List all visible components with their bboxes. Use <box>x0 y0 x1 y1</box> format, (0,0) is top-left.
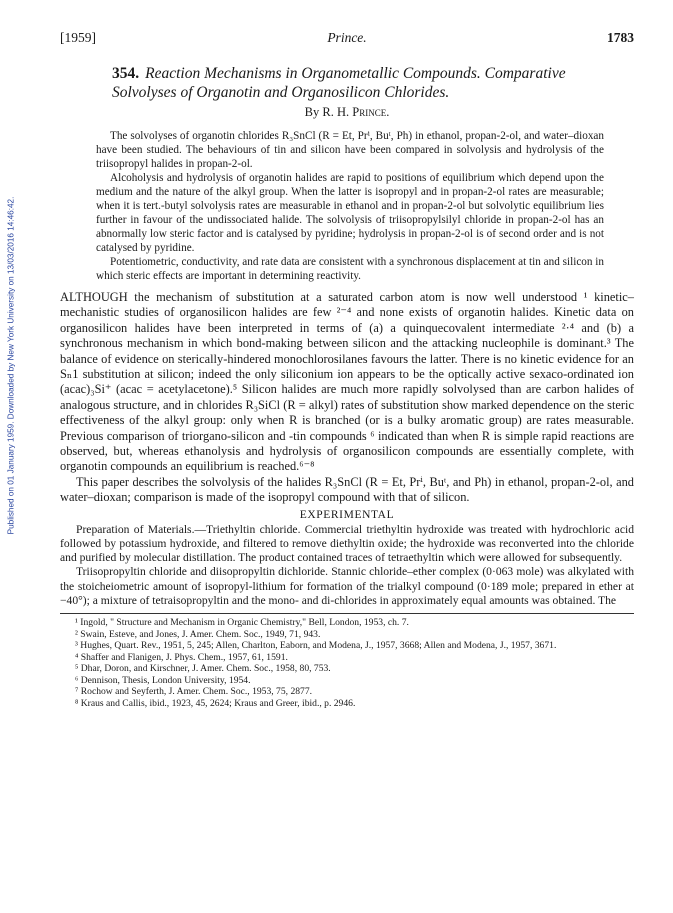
header-page-number: 1783 <box>607 30 634 45</box>
abstract-paragraph: The solvolyses of organotin chlorides R₃SnCl (R = Et, Prⁱ, Buᵗ, Ph) in ethanol, propan-2-ol, and water–dioxan have been studied. The behaviours of tin and silicon have been compared in solvolysis and hydrolysis of the triisopropyl halides in propan-2-ol. <box>96 130 604 170</box>
footnote: ¹ Ingold, " Structure and Mechanism in Organic Chemistry," Bell, London, 1953, ch. 7. <box>75 616 409 628</box>
article-number: 354. <box>112 65 140 82</box>
footnote: ⁴ Shaffer and Flanigen, J. Phys. Chem., 1957, 61, 1591. <box>75 651 288 663</box>
header-author: Prince. <box>327 30 367 45</box>
body-paragraph: ALTHOUGH the mechanism of substitution at a saturated carbon atom is now well understood ¹ kinetic–mechanistic studies of organosilicon halides are few ²⁻⁴ and none exists of organotin halides. Kinetic data on organosilicon halides have been interpreted in terms of (a) a quinquecovalent intermediate ²·⁴ and (b) a synchronous mechanism in which bond-making between silicon and the attacking nucleophile is dominant.³ The balance of evidence on sterically-hindered monochlorosilanes favours the latter. There is no kinetic evidence for an Sₙ1 substitution at silicon; indeed the only siliconium ion appears to be the optically active sexaco-ordinated ion (acac)₃Si⁺ (acac = acetylacetone).⁵ Silicon halides are much more rapidly solvolysed than are carbon halides of analogous structure, and in chlorides R₃SiCl (R = alkyl) rates of substitution show marked dependence on the steric effectiveness of the alkyl group: only when R is branched (or is a bulky aromatic group) are rates measurable. Previous comparison of triorgano-silicon and -tin compounds ⁶ indicated than when R is simple rapid reactions are observed, but, whereas ethanolysis and hydrolysis of organosilicon compounds are essentially complete, with organotin compounds an equilibrium is reached.⁶⁻⁸ <box>60 290 634 474</box>
experimental-paragraph: Preparation of Materials.—Triethyltin chloride. Commercial triethyltin hydroxide was treated with hydrochloric acid followed by potassium hydroxide, and filtered to remove diethyltin oxide; the hydroxide was reconverted into the chloride and purified by molecular distillation. The product contained traces of tetraethyltin which were allowed for subsequently. <box>60 522 634 565</box>
abstract-paragraph: Alcoholysis and hydrolysis of organotin halides are rapid to positions of equilibrium which depend upon the medium and the nature of the alkyl group. When the latter is isopropyl and in propan-2-ol rates are measurable; when it is tert.-butyl solvolysis rates are measurable in ethanol and in propan-2-ol but solvolytic equilibrium lies further in favour of the undissociated halide. The solvolysis of triisopropylsilyl chloride in propan-2-ol has an abnormally low steric factor and is catalysed by pyridine; hydrolysis in propan-2-ol is of second order and is not catalysed by pyridine. <box>96 172 604 254</box>
article-title <box>112 64 610 102</box>
footnote: ⁶ Dennison, Thesis, London University, 1954. <box>75 674 251 686</box>
header-year: [1959] <box>60 30 96 45</box>
abstract <box>96 129 604 283</box>
download-note: Published on 01 January 1959. Downloaded by New York University on 13/03/2016 14:46:42. <box>6 196 16 534</box>
introduction <box>60 290 634 506</box>
footnote-divider <box>60 613 634 614</box>
experimental-section <box>60 523 634 608</box>
footnote: ⁵ Dhar, Doron, and Kirschner, J. Amer. Chem. Soc., 1958, 80, 753. <box>75 663 331 675</box>
section-heading: EXPERIMENTAL <box>299 508 395 521</box>
footnotes <box>60 617 634 710</box>
byline <box>60 105 634 120</box>
footnote: ⁷ Rochow and Seyferth, J. Amer. Chem. Soc., 1953, 75, 2877. <box>75 686 313 698</box>
footnote: ³ Hughes, Quart. Rev., 1951, 5, 245; Allen, Charlton, Eaborn, and Modena, J., 1957, 3668; Allen and Modena, J., 1957, 3671. <box>75 640 557 652</box>
author-name: R. H. Prince. <box>322 105 390 119</box>
download-watermark <box>4 150 18 580</box>
footnote: ² Swain, Esteve, and Jones, J. Amer. Chem. Soc., 1949, 71, 943. <box>75 628 321 640</box>
abstract-paragraph: Potentiometric, conductivity, and rate data are consistent with a synchronous displacement at tin and silicon in which steric effects are important in determining reactivity. <box>96 256 604 282</box>
footnote: ⁸ Kraus and Callis, ibid., 1923, 45, 2624; Kraus and Greer, ibid., p. 2946. <box>75 698 356 710</box>
body-paragraph: This paper describes the solvolysis of the halides R₃SnCl (R = Et, Prⁱ, Buᵗ, and Ph) in ethanol, propan-2-ol, and water–dioxan; comparison is made of the isopropyl compound with that of silicon. <box>60 474 634 505</box>
running-header <box>60 30 634 50</box>
article-title-text: Reaction Mechanisms in Organometallic Compounds. Comparative Solvolyses of Organotin and Organosilicon Chlorides. <box>112 65 566 101</box>
article-page <box>60 30 634 710</box>
byline-by: By <box>304 105 320 119</box>
experimental-paragraph: Triisopropyltin chloride and diisopropyltin dichloride. Stannic chloride–ether complex (0·063 mole) was alkylated with the stoicheiometric amount of isopropyl-lithium for formation of the trialkyl compound (0·189 mole; prepared in ether at −40°); a mixture of tetraisopropyltin and the mono- and di-chlorides in approximately equal amounts was obtained. The <box>60 565 634 607</box>
